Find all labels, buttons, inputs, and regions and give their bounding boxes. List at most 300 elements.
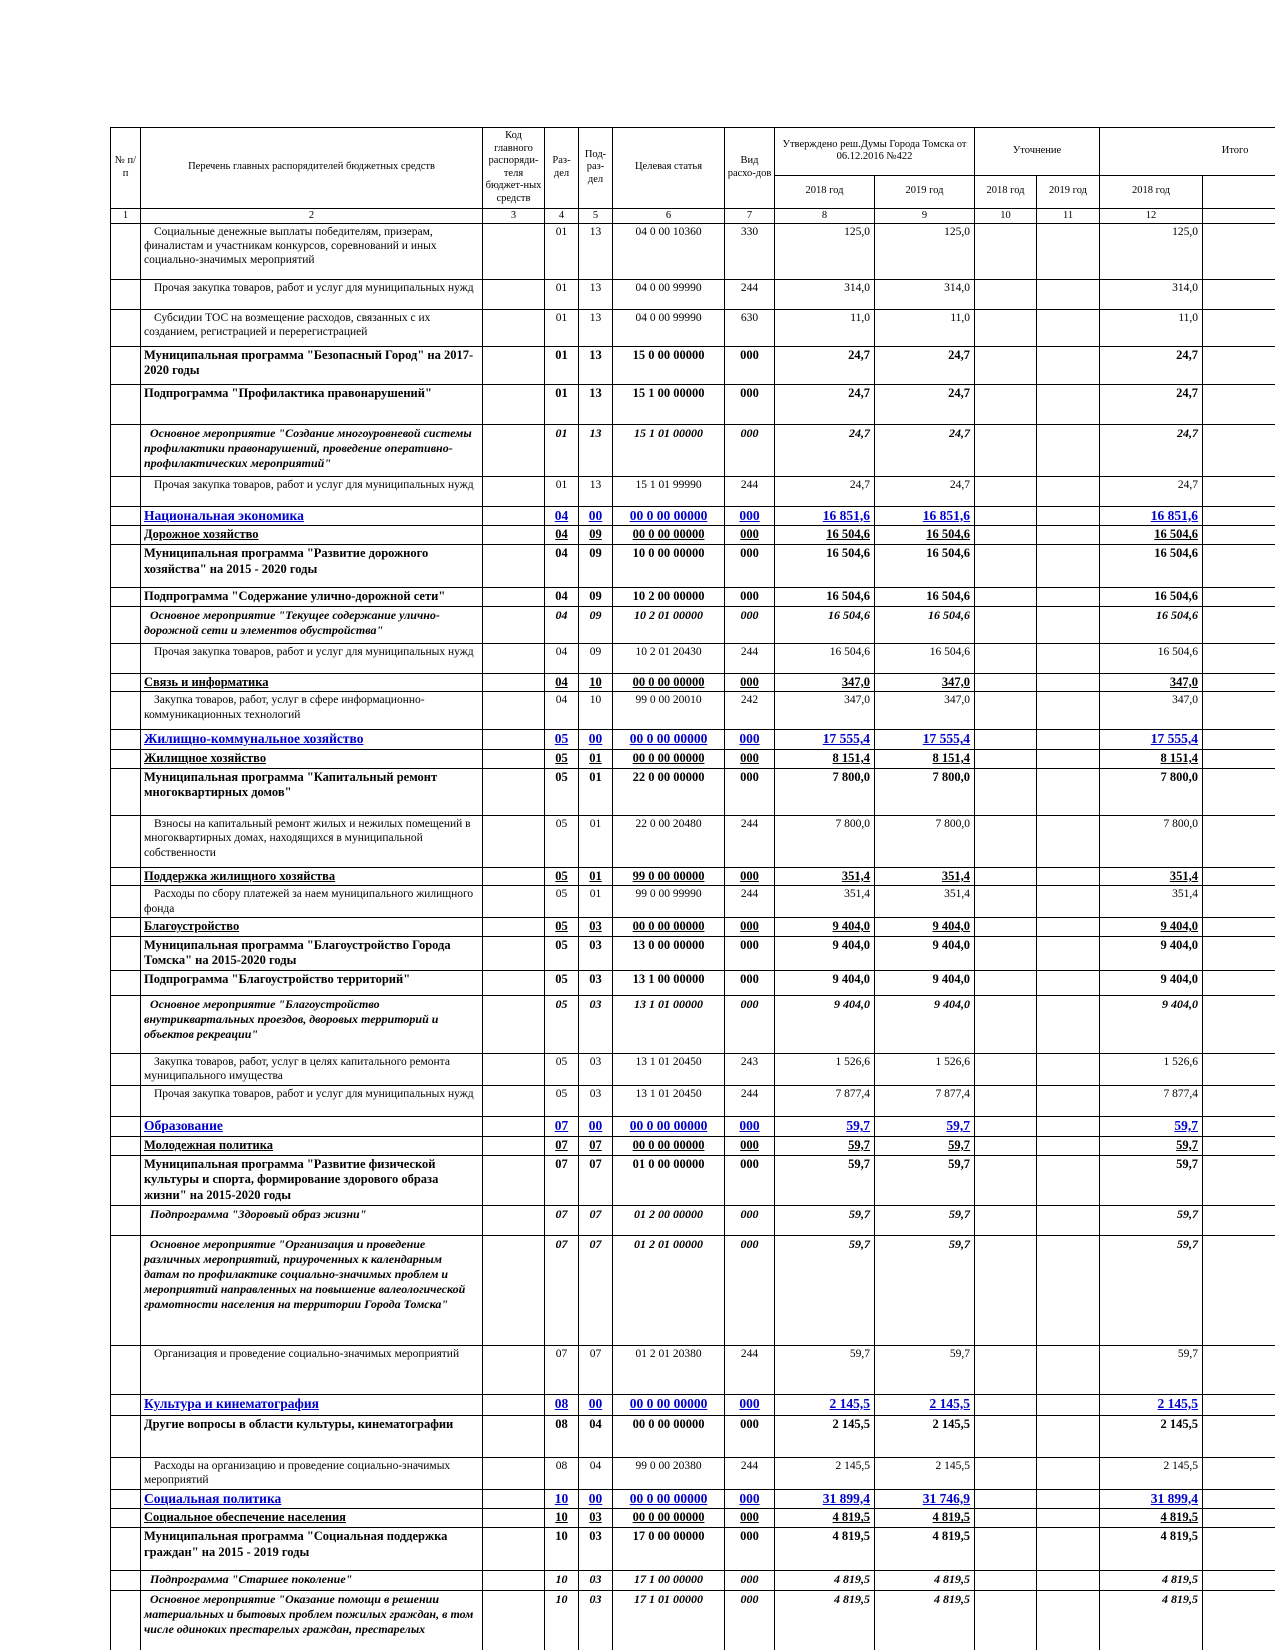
adjust-2018-cell [975,606,1037,643]
target-item-cell: 10 0 00 00000 [613,545,725,588]
manager-code-cell [483,1054,545,1086]
adjust-2019-cell [1037,424,1100,476]
target-item-cell: 13 0 00 00000 [613,936,725,970]
razdel-cell: 05 [545,918,579,937]
total-2018-cell: 4 819,5 [1100,1509,1203,1528]
clipped-cell [1203,1489,1275,1509]
total-2018-cell: 8 151,4 [1100,750,1203,769]
approved-2018-cell: 4 819,5 [775,1509,875,1528]
adjust-2018-cell [975,384,1037,424]
row-title-cell: Основное мероприятие "Организация и проведение различных мероприятий, приуроченных к календарным датам по профилактике социально-значимых проблем и мероприятий направленных на повышение валеологической грамотности населения на территории Города Томска" [141,1235,483,1345]
row-title-cell: Прочая закупка товаров, работ и услуг для муниципальных нужд [141,1086,483,1117]
total-2018-cell: 24,7 [1100,346,1203,384]
manager-code-cell [483,1155,545,1205]
approved-2019-cell: 59,7 [875,1136,975,1155]
table-row [111,971,1275,996]
expense-type-cell: 000 [725,1205,775,1235]
clipped-cell [1203,1117,1275,1137]
approved-2019-cell: 59,7 [875,1155,975,1205]
adjust-2019-cell [1037,384,1100,424]
total-2018-cell: 314,0 [1100,279,1203,309]
total-2018-cell: 59,7 [1100,1117,1203,1137]
manager-code-cell [483,918,545,937]
manager-code-cell [483,476,545,506]
total-2018-cell: 24,7 [1100,384,1203,424]
approved-2019-cell: 59,7 [875,1235,975,1345]
manager-code-cell [483,309,545,346]
expense-type-cell: 000 [725,424,775,476]
expense-type-cell: 000 [725,1571,775,1591]
adjust-2019-cell [1037,750,1100,769]
adjust-2018-cell [975,526,1037,545]
podrazdel-cell: 07 [579,1136,613,1155]
col-header-target-item: Целевая статья [613,128,725,209]
manager-code-cell [483,1117,545,1137]
adjust-2018-cell [975,1155,1037,1205]
table-row [111,476,1275,506]
approved-2018-cell: 24,7 [775,476,875,506]
adjust-2018-cell [975,424,1037,476]
adjust-2018-cell [975,588,1037,607]
row-number-cell [111,643,141,673]
approved-2019-cell: 24,7 [875,384,975,424]
podrazdel-cell: 07 [579,1155,613,1205]
podrazdel-cell: 09 [579,606,613,643]
adjust-2018-cell [975,867,1037,886]
total-2018-cell: 347,0 [1100,692,1203,730]
target-item-cell: 00 0 00 00000 [613,1394,725,1415]
row-number-cell [111,1117,141,1137]
clipped-cell [1203,1415,1275,1457]
table-row [111,768,1275,815]
manager-code-cell [483,1509,545,1528]
razdel-cell: 05 [545,936,579,970]
clipped-cell [1203,1054,1275,1086]
row-title-cell: Поддержка жилищного хозяйства [141,867,483,886]
table-row [111,692,1275,730]
razdel-cell: 01 [545,424,579,476]
clipped-cell [1203,346,1275,384]
expense-type-cell: 000 [725,1136,775,1155]
target-item-cell: 01 0 00 00000 [613,1155,725,1205]
target-item-cell: 17 1 01 00000 [613,1591,725,1650]
podrazdel-cell: 13 [579,346,613,384]
expense-type-cell: 000 [725,1415,775,1457]
adjust-2019-cell [1037,768,1100,815]
expense-type-cell: 000 [725,673,775,692]
total-2018-cell: 59,7 [1100,1136,1203,1155]
approved-2018-cell: 4 819,5 [775,1571,875,1591]
target-item-cell: 01 2 01 20380 [613,1345,725,1394]
clipped-cell [1203,730,1275,750]
row-number-cell [111,1457,141,1489]
adjust-2019-cell [1037,867,1100,886]
clipped-cell [1203,936,1275,970]
target-item-cell: 10 2 01 20430 [613,643,725,673]
table-row [111,673,1275,692]
approved-2018-cell: 8 151,4 [775,750,875,769]
row-title-cell: Муниципальная программа "Безопасный Город" на 2017-2020 годы [141,346,483,384]
podrazdel-cell: 03 [579,918,613,937]
approved-2019-cell: 9 404,0 [875,918,975,937]
adjust-2019-cell [1037,1394,1100,1415]
adjust-2018-cell [975,918,1037,937]
expense-type-cell: 000 [725,588,775,607]
expense-type-cell: 000 [725,1235,775,1345]
approved-2018-cell: 59,7 [775,1345,875,1394]
row-number-cell [111,279,141,309]
total-2018-cell: 351,4 [1100,886,1203,918]
approved-2019-cell: 4 819,5 [875,1509,975,1528]
clipped-cell [1203,1571,1275,1591]
adjust-2019-cell [1037,1136,1100,1155]
row-number-cell [111,606,141,643]
target-item-cell: 00 0 00 00000 [613,506,725,526]
adjust-2019-cell [1037,643,1100,673]
column-number-cell: 11 [1037,208,1100,223]
podrazdel-cell: 07 [579,1205,613,1235]
manager-code-cell [483,971,545,996]
row-title-cell: Муниципальная программа "Социальная поддержка граждан" на 2015 - 2019 годы [141,1528,483,1571]
podrazdel-cell: 13 [579,384,613,424]
manager-code-cell [483,223,545,279]
table-row [111,730,1275,750]
manager-code-cell [483,545,545,588]
row-title-cell: Взносы на капитальный ремонт жилых и нежилых помещений в многоквартирных домах, находящихся в муниципальной собственности [141,815,483,867]
clipped-cell [1203,476,1275,506]
column-number-cell: 10 [975,208,1037,223]
row-number-cell [111,918,141,937]
total-2018-cell: 9 404,0 [1100,936,1203,970]
approved-2019-cell: 24,7 [875,346,975,384]
col-header-razdel: Раз-дел [545,128,579,209]
row-number-cell [111,886,141,918]
adjust-2019-cell [1037,692,1100,730]
adjust-2018-cell [975,750,1037,769]
approved-2019-cell: 351,4 [875,886,975,918]
approved-2018-cell: 16 504,6 [775,606,875,643]
total-2018-cell: 59,7 [1100,1345,1203,1394]
target-item-cell: 13 1 01 20450 [613,1086,725,1117]
total-2018-cell: 4 819,5 [1100,1528,1203,1571]
adjust-2018-cell [975,971,1037,996]
approved-2019-cell: 59,7 [875,1345,975,1394]
target-item-cell: 10 2 01 00000 [613,606,725,643]
approved-2019-cell: 11,0 [875,309,975,346]
approved-2019-cell: 2 145,5 [875,1457,975,1489]
clipped-cell [1203,1345,1275,1394]
adjust-2018-cell [975,692,1037,730]
table-row [111,918,1275,937]
podrazdel-cell: 07 [579,1345,613,1394]
podrazdel-cell: 13 [579,309,613,346]
approved-2019-cell: 2 145,5 [875,1394,975,1415]
manager-code-cell [483,1205,545,1235]
expense-type-cell: 000 [725,730,775,750]
approved-2019-cell: 347,0 [875,692,975,730]
approved-2018-cell: 7 800,0 [775,768,875,815]
podrazdel-cell: 01 [579,815,613,867]
podrazdel-cell: 10 [579,673,613,692]
razdel-cell: 01 [545,384,579,424]
row-number-cell [111,692,141,730]
table-row [111,1136,1275,1155]
expense-type-cell: 000 [725,971,775,996]
approved-2018-cell: 7 800,0 [775,815,875,867]
clipped-cell [1203,1457,1275,1489]
target-item-cell: 10 2 00 00000 [613,588,725,607]
razdel-cell: 07 [545,1205,579,1235]
razdel-cell: 07 [545,1155,579,1205]
razdel-cell: 10 [545,1509,579,1528]
clipped-cell [1203,971,1275,996]
row-title-cell: Прочая закупка товаров, работ и услуг для муниципальных нужд [141,476,483,506]
manager-code-cell [483,867,545,886]
adjust-2018-cell [975,1509,1037,1528]
col-header-approved-2018: 2018 год [775,175,875,208]
column-number-cell: 4 [545,208,579,223]
target-item-cell: 01 2 00 00000 [613,1205,725,1235]
manager-code-cell [483,1235,545,1345]
target-item-cell: 99 0 00 20010 [613,692,725,730]
table-row [111,815,1275,867]
podrazdel-cell: 00 [579,730,613,750]
adjust-2019-cell [1037,1235,1100,1345]
adjust-2019-cell [1037,1086,1100,1117]
clipped-cell [1203,673,1275,692]
manager-code-cell [483,346,545,384]
row-number-cell [111,1054,141,1086]
row-number-cell [111,1509,141,1528]
column-number-cell: 3 [483,208,545,223]
podrazdel-cell: 04 [579,1457,613,1489]
clipped-cell [1203,309,1275,346]
clipped-cell [1203,886,1275,918]
razdel-cell: 10 [545,1591,579,1650]
expense-type-cell: 000 [725,1528,775,1571]
approved-2019-cell: 7 877,4 [875,1086,975,1117]
podrazdel-cell: 13 [579,424,613,476]
adjust-2018-cell [975,1571,1037,1591]
manager-code-cell [483,384,545,424]
target-item-cell: 22 0 00 20480 [613,815,725,867]
adjust-2018-cell [975,643,1037,673]
razdel-cell: 01 [545,346,579,384]
table-row [111,1509,1275,1528]
approved-2018-cell: 59,7 [775,1136,875,1155]
adjust-2019-cell [1037,815,1100,867]
approved-2018-cell: 4 819,5 [775,1591,875,1650]
razdel-cell: 04 [545,606,579,643]
total-2018-cell: 59,7 [1100,1155,1203,1205]
approved-2018-cell: 59,7 [775,1117,875,1137]
row-title-cell: Закупка товаров, работ, услуг в целях капитального ремонта муниципального имущества [141,1054,483,1086]
razdel-cell: 01 [545,309,579,346]
razdel-cell: 05 [545,971,579,996]
approved-2018-cell: 31 899,4 [775,1489,875,1509]
manager-code-cell [483,1345,545,1394]
clipped-cell [1203,1155,1275,1205]
approved-2019-cell: 17 555,4 [875,730,975,750]
row-title-cell: Прочая закупка товаров, работ и услуг для муниципальных нужд [141,279,483,309]
table-row [111,545,1275,588]
column-number-cell: 9 [875,208,975,223]
table-header [111,128,1275,224]
approved-2019-cell: 31 746,9 [875,1489,975,1509]
podrazdel-cell: 10 [579,692,613,730]
podrazdel-cell: 13 [579,223,613,279]
table-row [111,1591,1275,1650]
total-2018-cell: 59,7 [1100,1235,1203,1345]
expense-type-cell: 000 [725,506,775,526]
clipped-cell [1203,996,1275,1054]
adjust-2018-cell [975,476,1037,506]
adjust-2018-cell [975,1345,1037,1394]
target-item-cell: 17 1 00 00000 [613,1571,725,1591]
total-2018-cell: 4 819,5 [1100,1571,1203,1591]
expense-type-cell: 000 [725,1117,775,1137]
row-title-cell: Муниципальная программа "Благоустройство Города Томска" на 2015-2020 годы [141,936,483,970]
razdel-cell: 04 [545,692,579,730]
target-item-cell: 00 0 00 00000 [613,1415,725,1457]
row-number-cell [111,1528,141,1571]
podrazdel-cell: 04 [579,1415,613,1457]
total-2018-cell: 9 404,0 [1100,971,1203,996]
target-item-cell: 00 0 00 00000 [613,1136,725,1155]
row-title-cell: Основное мероприятие "Благоустройство внутриквартальных проездов, дворовых территорий и объектов рекреации" [141,996,483,1054]
adjust-2018-cell [975,346,1037,384]
total-2018-cell: 24,7 [1100,424,1203,476]
adjust-2019-cell [1037,545,1100,588]
expense-type-cell: 244 [725,1086,775,1117]
total-2018-cell: 16 851,6 [1100,506,1203,526]
razdel-cell: 05 [545,886,579,918]
manager-code-cell [483,526,545,545]
clipped-cell [1203,506,1275,526]
adjust-2018-cell [975,545,1037,588]
expense-type-cell: 242 [725,692,775,730]
adjust-2019-cell [1037,346,1100,384]
table-row [111,1345,1275,1394]
row-number-cell [111,768,141,815]
expense-type-cell: 330 [725,223,775,279]
expense-type-cell: 000 [725,545,775,588]
table-row [111,384,1275,424]
expense-type-cell: 000 [725,936,775,970]
adjust-2019-cell [1037,1489,1100,1509]
row-number-cell [111,1591,141,1650]
table-row [111,346,1275,384]
adjust-2018-cell [975,673,1037,692]
approved-2018-cell: 2 145,5 [775,1457,875,1489]
clipped-cell [1203,1528,1275,1571]
clipped-cell [1203,867,1275,886]
row-number-cell [111,346,141,384]
manager-code-cell [483,424,545,476]
total-2018-cell: 4 819,5 [1100,1591,1203,1650]
row-number-cell [111,1571,141,1591]
approved-2018-cell: 9 404,0 [775,918,875,937]
podrazdel-cell: 00 [579,506,613,526]
target-item-cell: 01 2 01 00000 [613,1235,725,1345]
col-header-approved-2019: 2019 год [875,175,975,208]
approved-2019-cell: 59,7 [875,1205,975,1235]
row-number-cell [111,1136,141,1155]
podrazdel-cell: 00 [579,1489,613,1509]
table-row [111,279,1275,309]
podrazdel-cell: 09 [579,545,613,588]
manager-code-cell [483,279,545,309]
target-item-cell: 99 0 00 00000 [613,867,725,886]
adjust-2019-cell [1037,1205,1100,1235]
table-row [111,1528,1275,1571]
row-number-cell [111,309,141,346]
column-number-cell: 2 [141,208,483,223]
row-number-cell [111,223,141,279]
approved-2018-cell: 7 877,4 [775,1086,875,1117]
column-number-cell: 7 [725,208,775,223]
total-2018-cell: 16 504,6 [1100,643,1203,673]
row-number-cell [111,424,141,476]
row-title-cell: Благоустройство [141,918,483,937]
adjust-2019-cell [1037,730,1100,750]
target-item-cell: 15 1 00 00000 [613,384,725,424]
approved-2018-cell: 351,4 [775,867,875,886]
approved-2019-cell: 8 151,4 [875,750,975,769]
table-row [111,1086,1275,1117]
table-row [111,1415,1275,1457]
approved-2018-cell: 59,7 [775,1155,875,1205]
adjust-2018-cell [975,309,1037,346]
row-title-cell: Социальное обеспечение населения [141,1509,483,1528]
approved-2018-cell: 9 404,0 [775,996,875,1054]
adjust-2019-cell [1037,279,1100,309]
target-item-cell: 04 0 00 10360 [613,223,725,279]
razdel-cell: 01 [545,223,579,279]
column-number-cell [1203,208,1275,223]
approved-2018-cell: 59,7 [775,1235,875,1345]
podrazdel-cell: 09 [579,643,613,673]
target-item-cell: 00 0 00 00000 [613,750,725,769]
table-row [111,606,1275,643]
adjust-2019-cell [1037,476,1100,506]
table-row [111,506,1275,526]
approved-2019-cell: 351,4 [875,867,975,886]
razdel-cell: 04 [545,588,579,607]
approved-2018-cell: 16 504,6 [775,643,875,673]
col-header-name: Перечень главных распорядителей бюджетных средств [141,128,483,209]
table-row [111,1235,1275,1345]
row-number-cell [111,506,141,526]
approved-2018-cell: 347,0 [775,692,875,730]
podrazdel-cell: 03 [579,936,613,970]
clipped-cell [1203,1235,1275,1345]
approved-2019-cell: 9 404,0 [875,971,975,996]
col-header-row-number: № п/п [111,128,141,209]
adjust-2019-cell [1037,588,1100,607]
table-row [111,643,1275,673]
col-header-adjust-2018: 2018 год [975,175,1037,208]
clipped-cell [1203,424,1275,476]
adjust-2018-cell [975,936,1037,970]
podrazdel-cell: 03 [579,1509,613,1528]
table-row [111,588,1275,607]
row-title-cell: Подпрограмма "Старшее поколение" [141,1571,483,1591]
row-number-cell [111,673,141,692]
row-number-cell [111,1489,141,1509]
podrazdel-cell: 01 [579,886,613,918]
adjust-2018-cell [975,768,1037,815]
